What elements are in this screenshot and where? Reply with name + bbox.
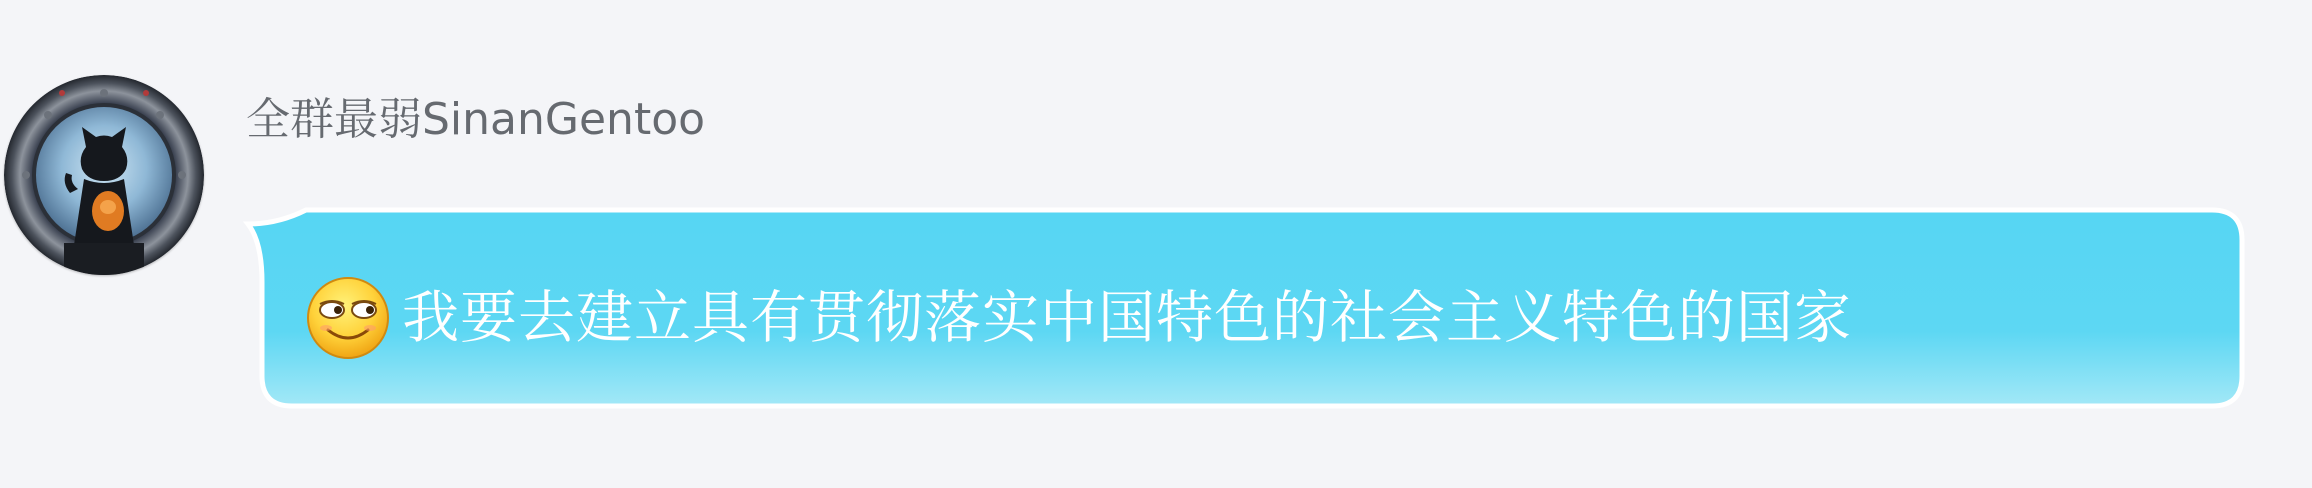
- sender-name: 全群最弱SinanGentoo: [246, 94, 706, 145]
- avatar[interactable]: [4, 75, 204, 275]
- message-bubble[interactable]: [248, 200, 2252, 416]
- message-text: 我要去建立具有贯彻落实中国特色的社会主义特色的国家: [402, 285, 1852, 351]
- octocat-avatar-icon: [4, 75, 204, 275]
- message-content: [304, 278, 1852, 358]
- smirk-face-icon: [304, 274, 392, 362]
